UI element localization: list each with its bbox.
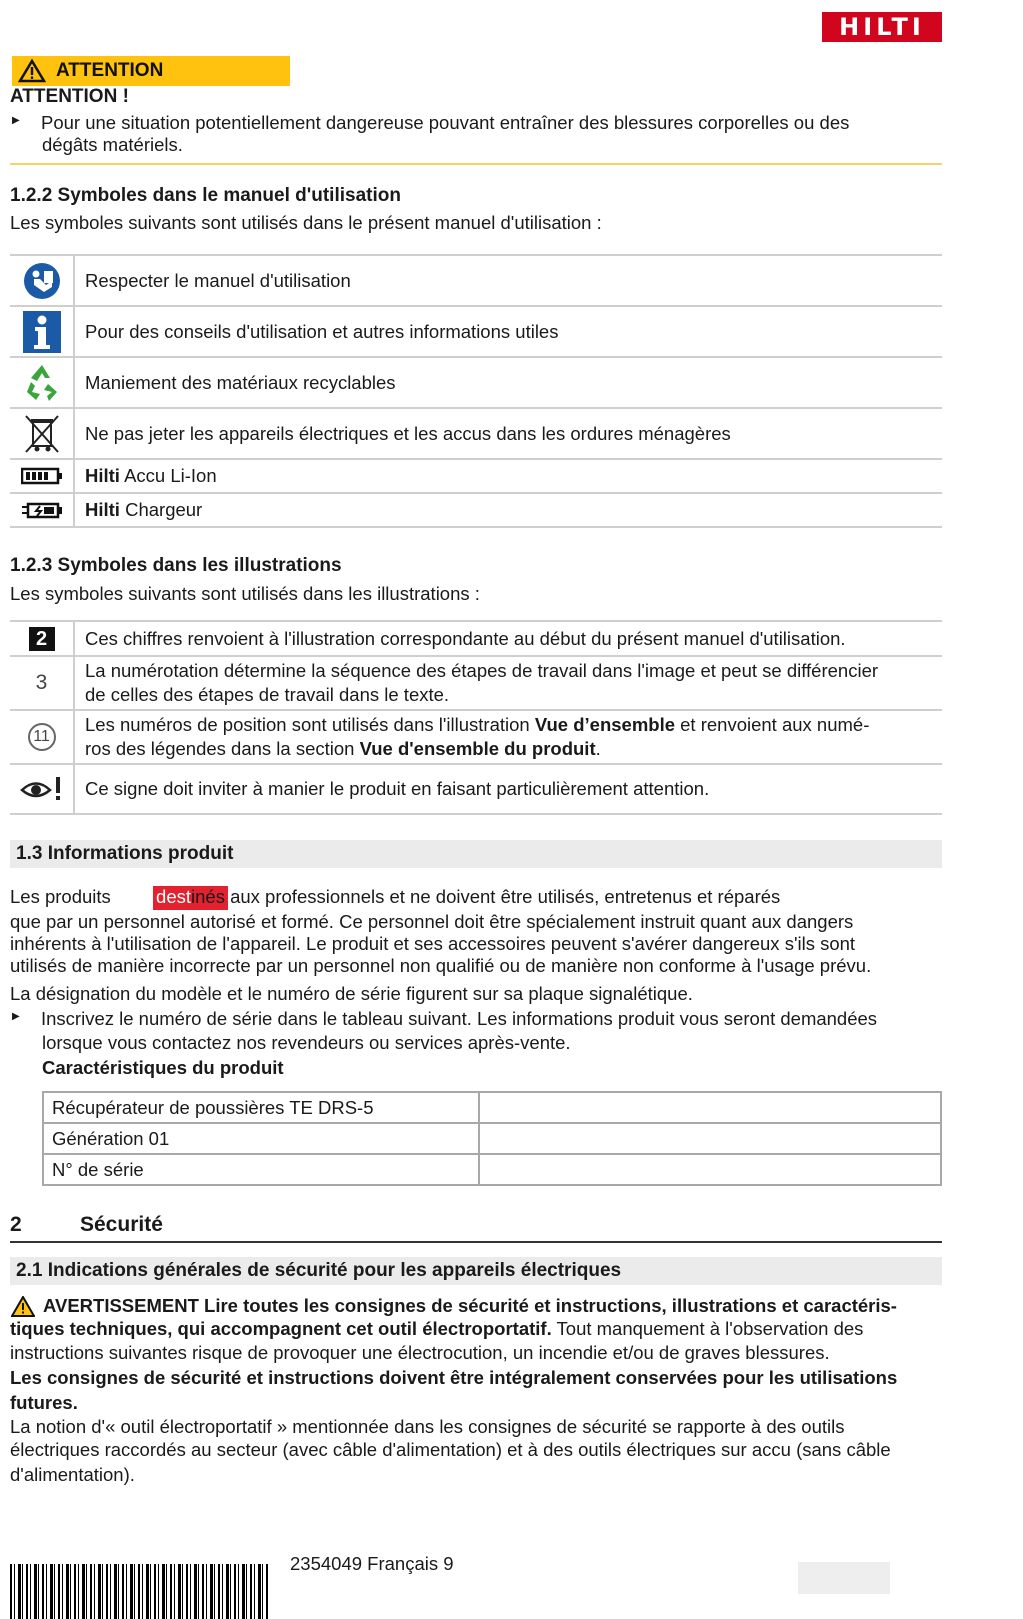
text-run: Les numéros de position sont utilisés dans l'illustration [85, 714, 535, 735]
symbols-table-illustrations [10, 620, 942, 815]
table-row [10, 493, 942, 527]
notion-line3: d'alimentation). [10, 1464, 135, 1485]
table-cell-label: Génération 01 [43, 1123, 479, 1154]
table-row [10, 710, 942, 764]
section-title-1-2-2: 1.2.2 Symboles dans le manuel d'utilisation [10, 185, 401, 206]
table-cell-label: N° de série [43, 1154, 479, 1185]
battery-icon [21, 466, 63, 486]
attention-banner [12, 56, 290, 86]
section-intro-1-2-2: Les symboles suivants sont utilisés dans le présent manuel d'utilisation : [10, 212, 602, 233]
symbol-cell [10, 710, 74, 764]
info-icon [23, 311, 61, 353]
serial-instruction-line1: Inscrivez le numéro de série dans le tableau suivant. Les informations produit vous seront demandées [41, 1008, 878, 1029]
table-row [10, 255, 942, 306]
attention-text-line2: dégâts matériels. [42, 134, 183, 155]
table-row [43, 1123, 941, 1154]
symbol-label: Ces chiffres renvoient à l'illustration correspondante au début du présent manuel d'utilisation. [74, 621, 942, 656]
text-run-bold: Vue d'ensemble du produit [359, 738, 596, 759]
symbol-cell [10, 656, 74, 710]
highlighted-text: sont dest [115, 886, 192, 907]
hilti-logo: HILTI [822, 12, 942, 42]
step-number: 3 [35, 671, 48, 694]
symbol-cell [10, 357, 74, 408]
table-row [10, 764, 942, 814]
barcode [10, 1564, 268, 1619]
symbol-label: Respecter le manuel d'utilisation [74, 255, 942, 306]
symbol-label-text: Accu Li-Ion [119, 465, 217, 486]
text-run: Les produits [10, 886, 116, 907]
symbol-cell [10, 764, 74, 814]
table-row [10, 306, 942, 357]
text-run: . [595, 738, 601, 759]
attention-banner-label: ATTENTION [56, 60, 164, 81]
warning-line3: instructions suivantes risque de provoquer une électrocution, un incendie et/ou de graves blessures. [10, 1342, 830, 1363]
notion-line2: électriques raccordés au secteur (avec câble d'alimentation) et à des outils électriques sur accu (sans câble [10, 1439, 891, 1460]
section-intro-1-2-3: Les symboles suivants sont utilisés dans les illustrations : [10, 583, 480, 604]
symbol-label [74, 459, 942, 493]
symbol-label: Maniement des matériaux recyclables [74, 357, 942, 408]
symbol-cell [10, 459, 74, 493]
position-number-badge: 11 [28, 723, 56, 751]
symbol-cell [10, 493, 74, 527]
symbol-label [74, 656, 942, 710]
text-run-bold: tiques techniques, qui accompagnent cet outil électroportatif. [10, 1318, 552, 1339]
warning-line2 [10, 1318, 863, 1340]
footer-placeholder-box [798, 1562, 890, 1594]
text-run: et renvoient aux numé- [675, 714, 870, 735]
section-title-1-2-3: 1.2.3 Symboles dans les illustrations [10, 555, 342, 576]
symbol-label: Pour des conseils d'utilisation et autres informations utiles [74, 306, 942, 357]
warning-triangle-icon [18, 59, 46, 83]
divider [10, 1241, 942, 1243]
table-row [10, 357, 942, 408]
bullet-marker: ▶ [12, 115, 20, 126]
section-title-1-3: 1.3 Informations produit [10, 840, 942, 868]
manual-icon [22, 261, 62, 301]
text-line [85, 713, 942, 737]
symbol-cell [10, 306, 74, 357]
product-characteristics-table [42, 1091, 942, 1186]
warning-line5: futures. [10, 1392, 78, 1413]
table-cell-value[interactable] [479, 1123, 941, 1154]
crossed-bin-icon [22, 412, 62, 456]
table-row [43, 1092, 941, 1123]
symbols-table-manual [10, 254, 942, 528]
warning-triangle-icon [11, 1296, 35, 1317]
text-run-bold: Vue d’ensemble [534, 714, 675, 735]
product-info-line1 [10, 886, 780, 908]
chapter-title: Sécurité [80, 1213, 163, 1236]
product-info-line5: La désignation du modèle et le numéro de série figurent sur sa plaque signalétique. [10, 983, 693, 1004]
symbol-cell [10, 255, 74, 306]
symbol-cell [10, 408, 74, 459]
table-cell-value[interactable] [479, 1154, 941, 1185]
table-cell-label: Récupérateur de poussières TE DRS-5 [43, 1092, 479, 1123]
warning-line1: AVERTISSEMENT Lire toutes les consignes de sécurité et instructions, illustrations et caractéris- [43, 1295, 897, 1316]
table-row [10, 459, 942, 493]
table-row [10, 408, 942, 459]
symbol-label-text: Chargeur [119, 499, 203, 520]
table-row [43, 1154, 941, 1185]
text-run: Tout manquement à l'observation des [551, 1318, 864, 1339]
divider [10, 163, 942, 165]
table-cell-value[interactable] [479, 1092, 941, 1123]
serial-instruction-line2: lorsque vous contactez nos revendeurs ou services après-vente. [42, 1032, 571, 1053]
brand-name: Hilti [85, 499, 120, 520]
attention-title: ATTENTION ! [10, 86, 129, 107]
text-run: inés aux professionnels et ne doivent être utilisés, entretenus et réparés [191, 886, 781, 907]
recycle-icon [21, 362, 63, 404]
attention-text-line1: Pour une situation potentiellement dangereuse pouvant entraîner des blessures corporelles ou des [41, 112, 850, 133]
eye-attention-icon [20, 775, 64, 803]
brand-name: Hilti [85, 465, 120, 486]
table-row [10, 621, 942, 656]
symbol-label [74, 493, 942, 527]
text-line: La numérotation détermine la séquence des étapes de travail dans l'image et peut se différencier [85, 660, 879, 681]
bullet-marker: ▶ [12, 1011, 20, 1022]
symbol-label: Ne pas jeter les appareils électriques et les accus dans les ordures ménagères [74, 408, 942, 459]
text-line: de celles des étapes de travail dans le texte. [85, 684, 450, 705]
product-info-line3: inhérents à l'utilisation de l'appareil. Le produit et ses accessoires peuvent s'avérer dangereux s'ils sont [10, 933, 856, 954]
text-line [85, 737, 942, 761]
product-characteristics-title: Caractéristiques du produit [42, 1057, 284, 1078]
symbol-cell [10, 621, 74, 656]
symbol-label: Ce signe doit inviter à manier le produit en faisant particulièrement attention. [74, 764, 942, 814]
charger-icon [20, 499, 64, 521]
figure-number-badge: 2 [29, 627, 55, 651]
chapter-number: 2 [10, 1213, 22, 1236]
page-footer-text: 2354049 Français 9 [290, 1553, 454, 1574]
text-run: ros des légendes dans la section [85, 738, 360, 759]
product-info-line2: que par un personnel autorisé et formé. Ce personnel doit être spécialement instruit quant aux dangers [10, 911, 854, 932]
warning-line4: Les consignes de sécurité et instructions doivent être intégralement conservées pour les utilisations [10, 1367, 898, 1388]
product-info-line4: utilisés de manière incorrecte par un personnel non qualifié ou de manière non conforme à l'usage prévu. [10, 955, 872, 976]
notion-line1: La notion d'« outil électroportatif » mentionnée dans les consignes de sécurité se rapporte à des outils [10, 1416, 845, 1437]
table-row [10, 656, 942, 710]
symbol-label [74, 710, 942, 764]
section-title-2-1: 2.1 Indications générales de sécurité pour les appareils électriques [10, 1257, 942, 1285]
